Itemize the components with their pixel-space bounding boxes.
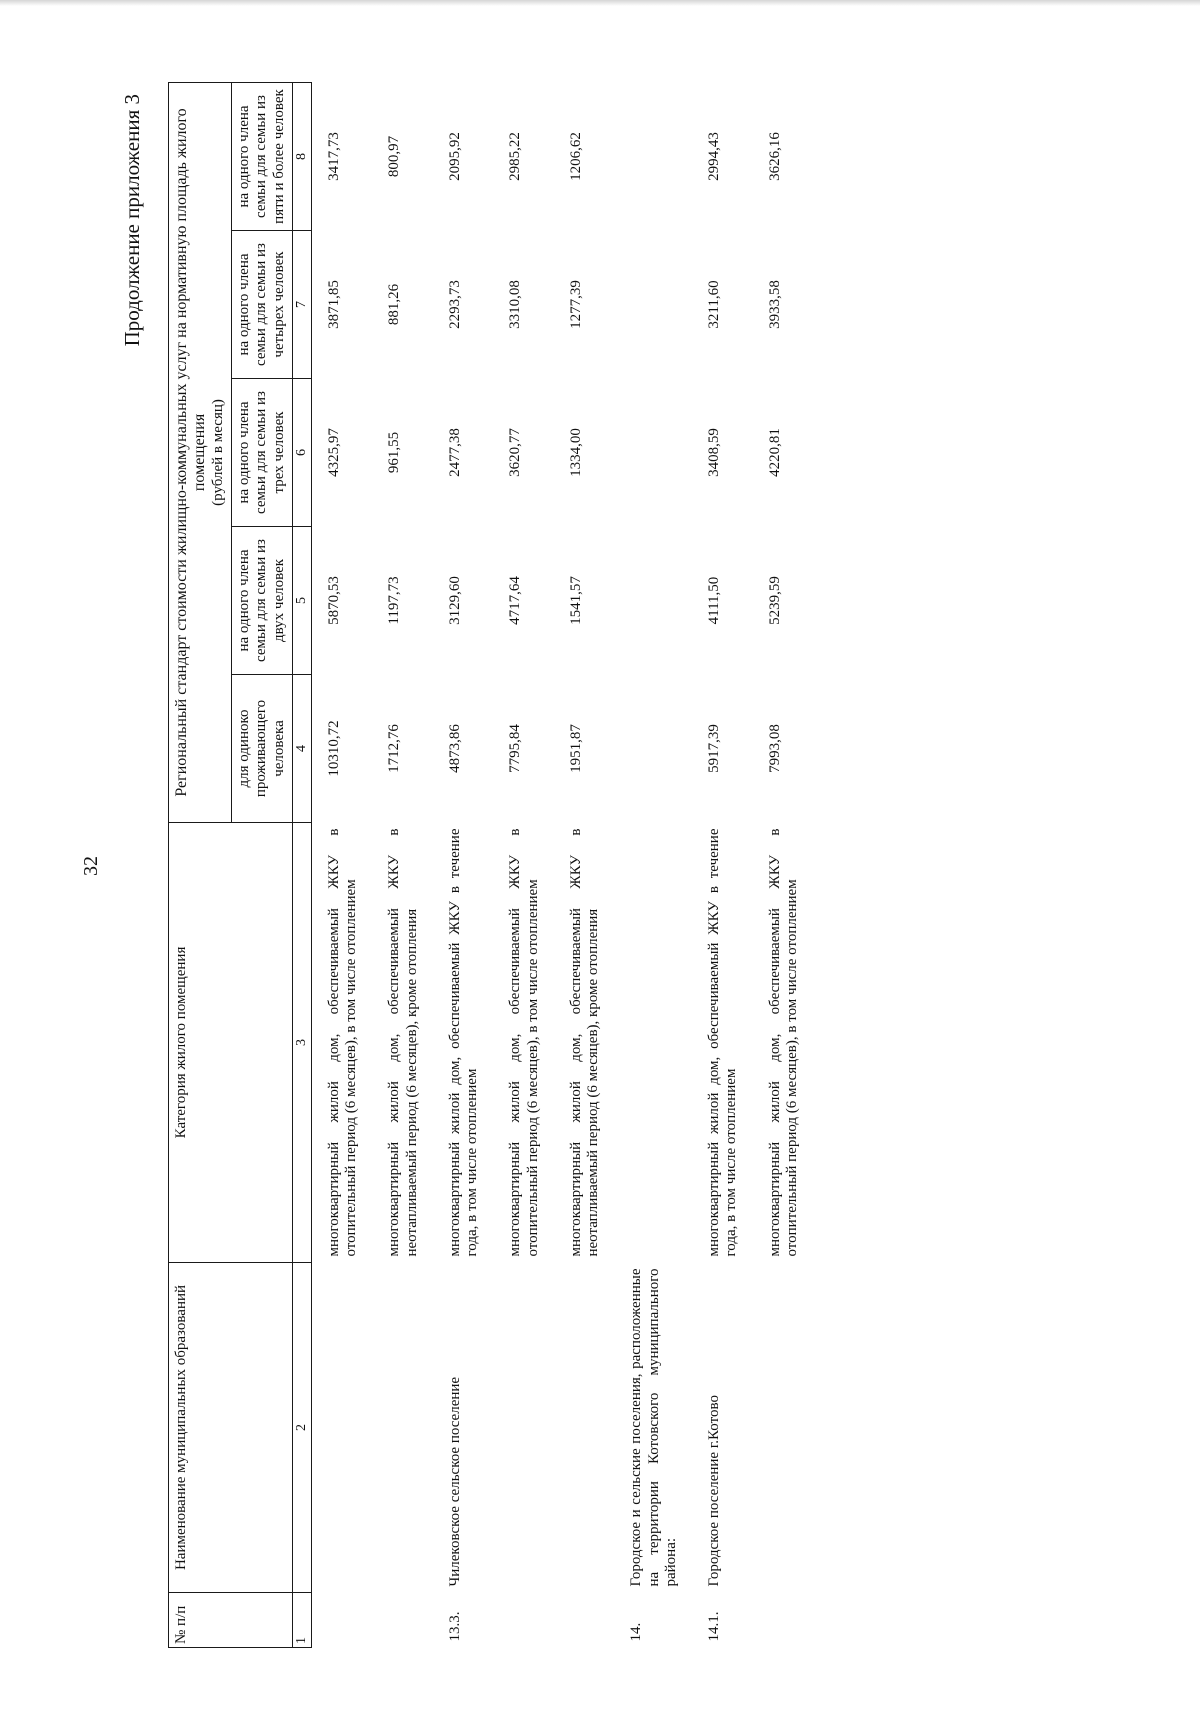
row-value: 4873,86 xyxy=(446,724,463,773)
row-value xyxy=(614,231,692,379)
housing-cost-standard-table xyxy=(168,82,813,1648)
row-value: 10310,72 xyxy=(325,720,342,777)
row-category xyxy=(614,823,692,1263)
row-category: многоквартирный жилой дом, обеспечиваемый ЖКУ в отопительный период (6 месяцев), в том числе отоплением xyxy=(325,828,360,1257)
row-category: многоквартирный жилой дом, обеспечиваемый ЖКУ в неотапливаемый период (6 месяцев), кроме отопления xyxy=(386,828,420,1257)
row-num xyxy=(554,1593,615,1648)
header-category: Категория жилого помещения xyxy=(169,823,293,1263)
row-num xyxy=(753,1593,814,1648)
header-subcolumn: для одиноко проживающего человека xyxy=(232,675,293,823)
row-value: 1334,00 xyxy=(567,428,584,477)
row-value: 2985,22 xyxy=(507,132,524,181)
table-row xyxy=(692,82,753,1647)
table-row xyxy=(433,82,494,1647)
row-value: 1951,87 xyxy=(567,724,584,773)
row-value: 7993,08 xyxy=(766,724,783,773)
row-value: 1712,76 xyxy=(386,724,403,773)
row-value: 1197,73 xyxy=(386,576,403,625)
row-value: 3871,85 xyxy=(325,280,342,329)
continuation-label: Продолжение приложения 3 xyxy=(120,94,144,347)
row-value: 1541,57 xyxy=(567,576,584,625)
row-value xyxy=(614,82,692,230)
row-value: 5917,39 xyxy=(706,724,723,773)
row-num: 14.1. xyxy=(706,1611,723,1642)
row-value: 1206,62 xyxy=(567,132,584,181)
row-value: 7795,84 xyxy=(507,724,524,773)
row-value: 2477,38 xyxy=(446,428,463,477)
column-number-row xyxy=(292,82,311,1647)
row-value: 3129,60 xyxy=(446,576,463,625)
row-num: 14. xyxy=(628,1622,645,1642)
row-value: 800,97 xyxy=(386,135,403,178)
row-value xyxy=(614,675,692,823)
row-num: 13.3. xyxy=(446,1611,463,1642)
row-value: 4111,50 xyxy=(706,576,723,625)
row-municipality: Городское и сельские поселения, расположенные на территории Котовского муниципального района: xyxy=(628,1268,679,1587)
table-row xyxy=(614,82,692,1647)
table-row xyxy=(311,82,372,1647)
row-municipality xyxy=(372,1263,433,1593)
column-number: 6 xyxy=(292,379,311,527)
header-subcolumn: на одного члена семьи для семьи из пяти и более человек xyxy=(232,82,293,230)
row-value: 3933,58 xyxy=(766,280,783,329)
row-value: 4717,64 xyxy=(507,576,524,625)
row-municipality xyxy=(554,1263,615,1593)
header-group-title: Региональный стандарт стоимости жилищно-коммунальных услуг на нормативную площадь жилого помещения xyxy=(173,108,209,797)
row-num xyxy=(372,1593,433,1648)
row-value: 3310,08 xyxy=(507,280,524,329)
row-value: 2994,43 xyxy=(706,132,723,181)
row-value: 4325,97 xyxy=(325,428,342,477)
page-number: 32 xyxy=(80,856,102,876)
row-value: 4220,81 xyxy=(766,428,783,477)
table-row xyxy=(753,82,814,1647)
column-number: 3 xyxy=(292,823,311,1263)
row-category: многоквартирный жилой дом, обеспечиваемый ЖКУ в течение года, в том числе отоплением xyxy=(706,828,740,1257)
row-municipality xyxy=(493,1263,554,1593)
column-number: 5 xyxy=(292,527,311,675)
row-category: многоквартирный жилой дом, обеспечиваемый ЖКУ в отопительный период (6 месяцев), в том числе отоплением xyxy=(766,828,800,1257)
row-value: 2095,92 xyxy=(446,132,463,181)
row-category: многоквартирный жилой дом, обеспечиваемый ЖКУ в отопительный период (6 месяцев), в том числе отоплением xyxy=(507,828,541,1257)
row-value: 3417,73 xyxy=(325,132,342,181)
row-municipality xyxy=(311,1263,372,1593)
row-value xyxy=(614,527,692,675)
row-value: 3211,60 xyxy=(706,280,723,329)
column-number: 1 xyxy=(292,1593,311,1648)
header-group xyxy=(169,82,232,822)
table-row xyxy=(493,82,554,1647)
row-value: 5239,59 xyxy=(766,576,783,625)
column-number: 7 xyxy=(292,231,311,379)
row-category: многоквартирный жилой дом, обеспечиваемый ЖКУ в неотапливаемый период (6 месяцев), кроме отопления xyxy=(567,828,602,1257)
table-row xyxy=(554,82,615,1647)
table-body xyxy=(311,82,813,1647)
header-num: № п/п xyxy=(169,1593,293,1648)
header-subcolumn: на одного члена семьи для семьи из двух человек xyxy=(232,527,293,675)
column-number: 4 xyxy=(292,675,311,823)
row-value: 3620,77 xyxy=(507,428,524,477)
row-value: 1277,39 xyxy=(567,280,584,329)
row-num xyxy=(493,1593,554,1648)
row-municipality xyxy=(753,1263,814,1593)
row-value: 5870,53 xyxy=(325,576,342,625)
column-number: 8 xyxy=(292,82,311,230)
row-value: 881,26 xyxy=(386,283,403,326)
row-value: 3626,16 xyxy=(766,132,783,181)
row-value: 2293,73 xyxy=(446,280,463,329)
row-municipality: Городское поселение г.Котово xyxy=(706,1395,723,1587)
header-group-unit: (рублей в месяц) xyxy=(209,399,226,506)
row-category: многоквартирный жилой дом, обеспечиваемый ЖКУ в течение года, в том числе отоплением xyxy=(446,828,481,1257)
header-subcolumn: на одного члена семьи для семьи из четырех человек xyxy=(232,231,293,379)
row-municipality: Чилековское сельское поселение xyxy=(446,1376,463,1587)
header-subcolumn: на одного члена семьи для семьи из трех человек xyxy=(232,379,293,527)
table-row xyxy=(372,82,433,1647)
row-value: 961,55 xyxy=(386,431,403,474)
row-value xyxy=(614,379,692,527)
column-number: 2 xyxy=(292,1263,311,1593)
row-value: 3408,59 xyxy=(706,428,723,477)
row-num xyxy=(311,1593,372,1648)
header-municipality: Наименование муниципальных образований xyxy=(169,1263,293,1593)
